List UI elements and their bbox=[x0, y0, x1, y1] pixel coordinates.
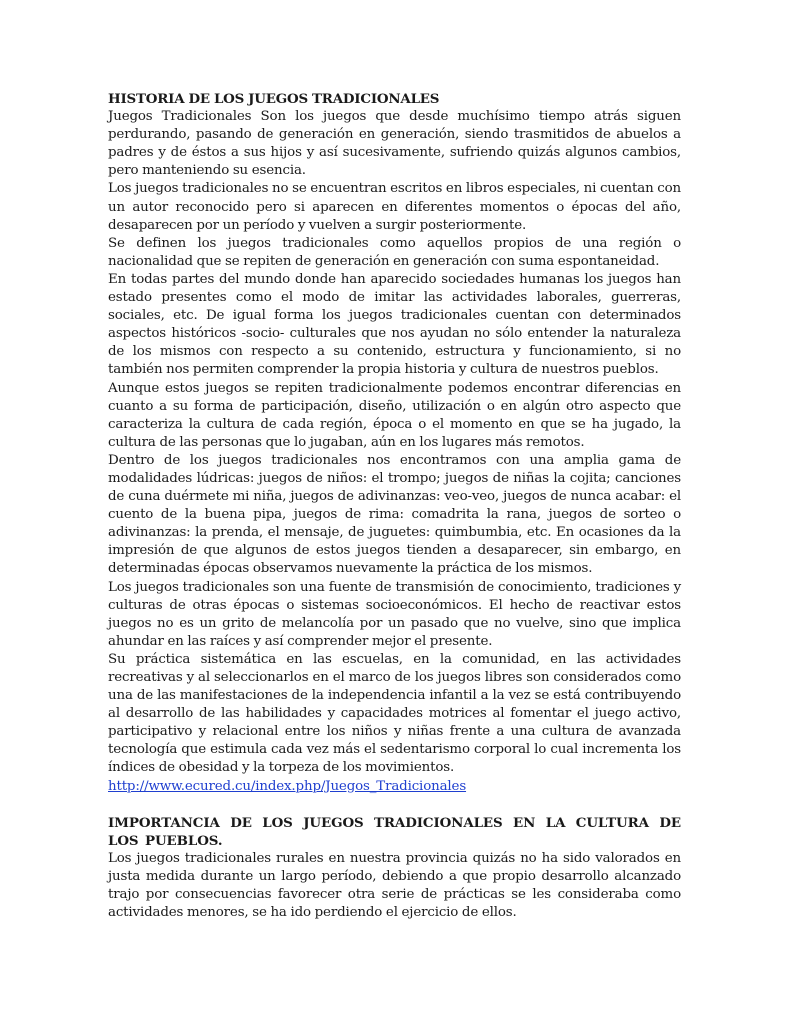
paragraph: En todas partes del mundo donde han aparecido sociedades humanas los juegos han estado presentes como el modo de imitar las actividades laborales, guerreras, sociales, etc. De igual forma los juegos tradicionales cuentan con determinados aspectos históricos -socio- culturales que nos ayudan no sólo entender la naturaleza de los mismos con respecto a su contenido, estructura y funcionamiento, si no también nos permiten comprender la propia historia y cultura de nuestros pueblos. bbox=[108, 271, 681, 378]
paragraph: Se definen los juegos tradicionales como aquellos propios de una región o nacionalidad que se repiten de generación en generación con suma espontaneidad. bbox=[108, 235, 681, 269]
section-title-historia: HISTORIA DE LOS JUEGOS TRADICIONALES bbox=[108, 91, 440, 107]
spacer bbox=[108, 796, 681, 814]
section-title-importancia: IMPORTANCIA DE LOS JUEGOS TRADICIONALES EN LA CULTURA DE LOS PUEBLOS. bbox=[108, 814, 681, 849]
paragraph: Los juegos tradicionales son una fuente de transmisión de conocimiento, tradiciones y culturas de otras épocas o sistemas socioeconómicos. El hecho de reactivar estos juegos no es un grito de melancolía por un pasado que no vuelve, sino que implica ahundar en las raíces y así comprender mejor el presente. bbox=[108, 579, 681, 649]
source-link[interactable]: http://www.ecured.cu/index.php/Juegos_Tradicionales bbox=[108, 778, 467, 794]
paragraph: Los juegos tradicionales rurales en nuestra provincia quizás no ha sido valorados en justa medida durante un largo período, debiendo a que propio desarrollo alcanzado trajo por consecuencias favorecer otra serie de prácticas se les consideraba como actividades menores, se ha ido perdiendo el ejercicio de ellos. bbox=[108, 850, 681, 921]
paragraph: Su práctica sistemática en las escuelas, en la comunidad, en las actividades recreativas y al seleccionarlos en el marco de los juegos libres son considerados como una de las manifestaciones de la independencia infantil a la vez se está contribuyendo al desarrollo de las habilidades y capacidades motrices al fomentar el juego activo, participativo y relacional entre los niños y niñas frente a una cultura de avanzada tecnología que estimula cada vez más el sedentarismo corporal lo cual incrementa los índices de obesidad y la torpeza de los movimientos. bbox=[108, 651, 681, 776]
paragraph: Aunque estos juegos se repiten tradicionalmente podemos encontrar diferencias en cuanto a su forma de participación, diseño, utilización o en algún otro aspecto que caracteriza la cultura de cada región, época o el momento en que se ha jugado, la cultura de las personas que lo jugaban, aún en los lugares más remotos. bbox=[108, 380, 681, 450]
paragraph: Dentro de los juegos tradicionales nos encontramos con una amplia gama de modalidades lúdricas: juegos de niños: el trompo; juegos de niñas la cojita; canciones de cuna duérmete mi niña, juegos de adivinanzas: veo-veo, juegos de nunca acabar: el cuento de la buena pipa, juegos de rima: comadrita la rana, juegos de sorteo o adivinanzas: la prenda, el mensaje, de juguetes: quimbumbia, etc. En ocasiones da la impresión de que algunos de estos juegos tienden a desaparecer, sin embargo, en determinadas épocas observamos nuevamente la práctica de los mismos. bbox=[108, 452, 681, 577]
document-page bbox=[108, 90, 681, 922]
paragraph: Juegos Tradicionales Son los juegos que desde muchísimo tiempo atrás siguen perdurando, pasando de generación en generación, siendo trasmitidos de abuelos a padres y de éstos a sus hijos y así sucesivamente, sufriendo quizás algunos cambios, pero manteniendo su esencia. bbox=[108, 109, 681, 179]
paragraph: Los juegos tradicionales no se encuentran escritos en libros especiales, ni cuentan con un autor reconocido pero si aparecen en diferentes momentos o épocas del año, desaparecen por un período y vuelven a surgir posteriormente. bbox=[108, 181, 681, 233]
